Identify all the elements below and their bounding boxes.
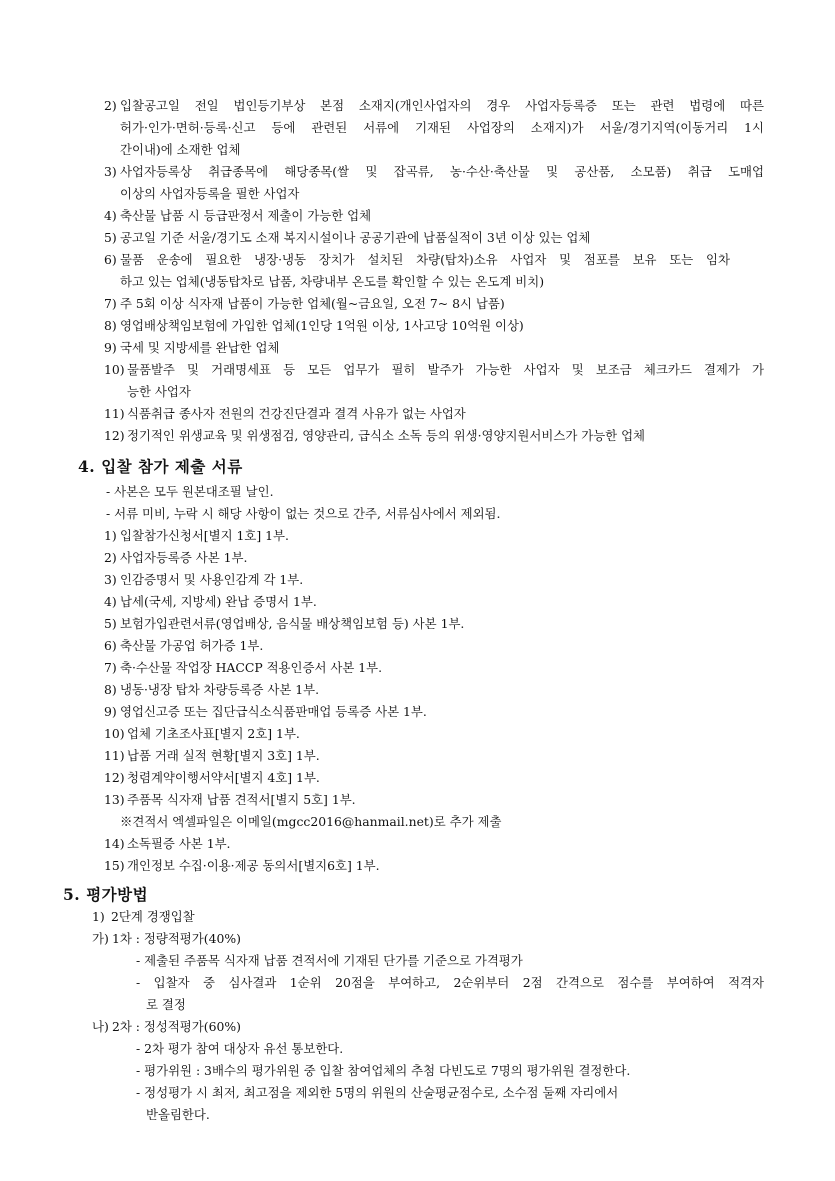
list-item: 3) 인감증명서 및 사용인감계 각 1부. — [104, 572, 304, 587]
bullet-line: - 정성평가 시 최저, 최고점을 제외한 5명의 위원의 산술평균점수로, 소수점 둘째 자리에서 — [136, 1085, 619, 1100]
list-item: 5) 공고일 기준 서울/경기도 소재 복지시설이나 공공기관에 납품실적이 3년 이상 있는 업체 — [104, 230, 591, 245]
list-item-continuation: 하고 있는 업체(냉동탑차로 납품, 차량내부 온도를 확인할 수 있는 온도계 비치) — [120, 274, 545, 289]
note-line: - 사본은 모두 원본대조필 날인. — [106, 484, 274, 499]
list-item-continuation: 간이내)에 소재한 업체 — [120, 142, 241, 157]
list-item: 12) 정기적인 위생교육 및 위생점검, 영양관리, 급식소 소독 등의 위생·영양지원서비스가 가능한 업체 — [104, 428, 646, 443]
list-item: 4) 축산물 납품 시 등급판정서 제출이 가능한 업체 — [104, 208, 372, 223]
bullet-line: - 2차 평가 참여 대상자 유선 통보한다. — [136, 1041, 344, 1056]
eligibility-list — [0, 95, 835, 447]
list-item: 9) 영업신고증 또는 집단급식소식품판매업 등록증 사본 1부. — [104, 704, 427, 719]
list-item: 14) 소독필증 사본 1부. — [104, 836, 231, 851]
list-item: 6) 축산물 가공업 허가증 1부. — [104, 638, 264, 653]
section-5-heading: 5. 평가방법 — [63, 885, 149, 904]
bullet-continuation: 로 결정 — [146, 997, 186, 1012]
list-item: 7) 주 5회 이상 식자재 납품이 가능한 업체(월~금요일, 오전 7~ 8시 납품) — [104, 296, 505, 311]
section-4-heading: 4. 입찰 참가 제출 서류 — [78, 457, 243, 476]
note-line: - 서류 미비, 누락 시 해당 사항이 없는 것으로 간주, 서류심사에서 제외됨. — [106, 506, 501, 521]
bullet-continuation: 반올림한다. — [146, 1107, 210, 1122]
list-item: 11) 납품 거래 실적 현황[별지 3호] 1부. — [104, 748, 320, 763]
list-item: 3) 사업자등록상 취급종목에 해당종목(쌀 및 잡곡류, 농·수산·축산물 및 공산품, 소모품) 취급 도매업 — [104, 164, 764, 179]
bullet-line: - 평가위원 : 3배수의 평가위원 중 입찰 참여업체의 추첨 다빈도로 7명의 평가위원 결정한다. — [136, 1063, 631, 1078]
list-item: 5) 보험가입관련서류(영업배상, 음식물 배상책임보험 등) 사본 1부. — [104, 616, 465, 631]
list-item: 8) 영업배상책임보험에 가입한 업체(1인당 1억원 이상, 1사고당 10억원 이상) — [104, 318, 524, 333]
stage-1-item: 가) 1차 : 정량적평가(40%) — [92, 931, 241, 946]
list-item-continuation: 이상의 사업자등록을 필한 사업자 — [120, 186, 300, 201]
list-item: 10) 물품발주 및 거래명세표 등 모든 업무가 필히 발주가 가능한 사업자 및 보조금 체크카드 결제가 가 — [104, 362, 764, 377]
bullet-line: - 입찰자 중 심사결과 1순위 20점을 부여하고, 2순위부터 2점 간격으로 점수를 부여하여 적격자 — [136, 975, 764, 990]
list-item: 9) 국세 및 지방세를 완납한 업체 — [104, 340, 280, 355]
list-item: 1) 입찰참가신청서[별지 1호] 1부. — [104, 528, 289, 543]
list-item: 11) 식품취급 종사자 전원의 건강진단결과 결격 사유가 없는 사업자 — [104, 406, 466, 421]
list-item-continuation: 허가·인가·면허·등록·신고 등에 관련된 서류에 기재된 사업장의 소재지)가 서울/경기지역(이동거리 1시 — [120, 120, 764, 135]
list-item-continuation: 능한 사업자 — [127, 384, 191, 399]
list-item: 12) 청렴계약이행서약서[별지 4호] 1부. — [104, 770, 320, 785]
list-item: 2) 입찰공고일 전일 법인등기부상 본점 소재지(개인사업자의 경우 사업자등록증 또는 관련 법령에 따른 — [104, 98, 764, 113]
email-note: ※견적서 엑셀파일은 이메일(mgcc2016@hanmail.net)로 추가 제출 — [120, 814, 502, 829]
required-documents-list — [0, 481, 835, 877]
bullet-line: - 제출된 주품목 식자재 납품 견적서에 기재된 단가를 기준으로 가격평가 — [136, 953, 523, 968]
list-item: 7) 축·수산물 작업장 HACCP 적용인증서 사본 1부. — [104, 660, 383, 675]
list-item: 13) 주품목 식자재 납품 견적서[별지 5호] 1부. — [104, 792, 356, 807]
list-item: 15) 개인정보 수집·이용·제공 동의서[별지6호] 1부. — [104, 858, 380, 873]
list-item: 8) 냉동·냉장 탑차 차량등록증 사본 1부. — [104, 682, 320, 697]
list-item: 2) 사업자등록증 사본 1부. — [104, 550, 248, 565]
list-item: 10) 업체 기초조사표[별지 2호] 1부. — [104, 726, 300, 741]
stage-2-item: 나) 2차 : 정성적평가(60%) — [92, 1019, 241, 1034]
list-item: 6) 물품 운송에 필요한 냉장·냉동 장치가 설치된 차량(탑차)소유 사업자 및 점포를 보유 또는 임차 — [104, 252, 730, 267]
list-item: 4) 납세(국세, 지방세) 완납 증명서 1부. — [104, 594, 317, 609]
list-item: 1) 2단계 경쟁입찰 — [92, 909, 195, 924]
evaluation-method-list — [0, 906, 835, 1126]
